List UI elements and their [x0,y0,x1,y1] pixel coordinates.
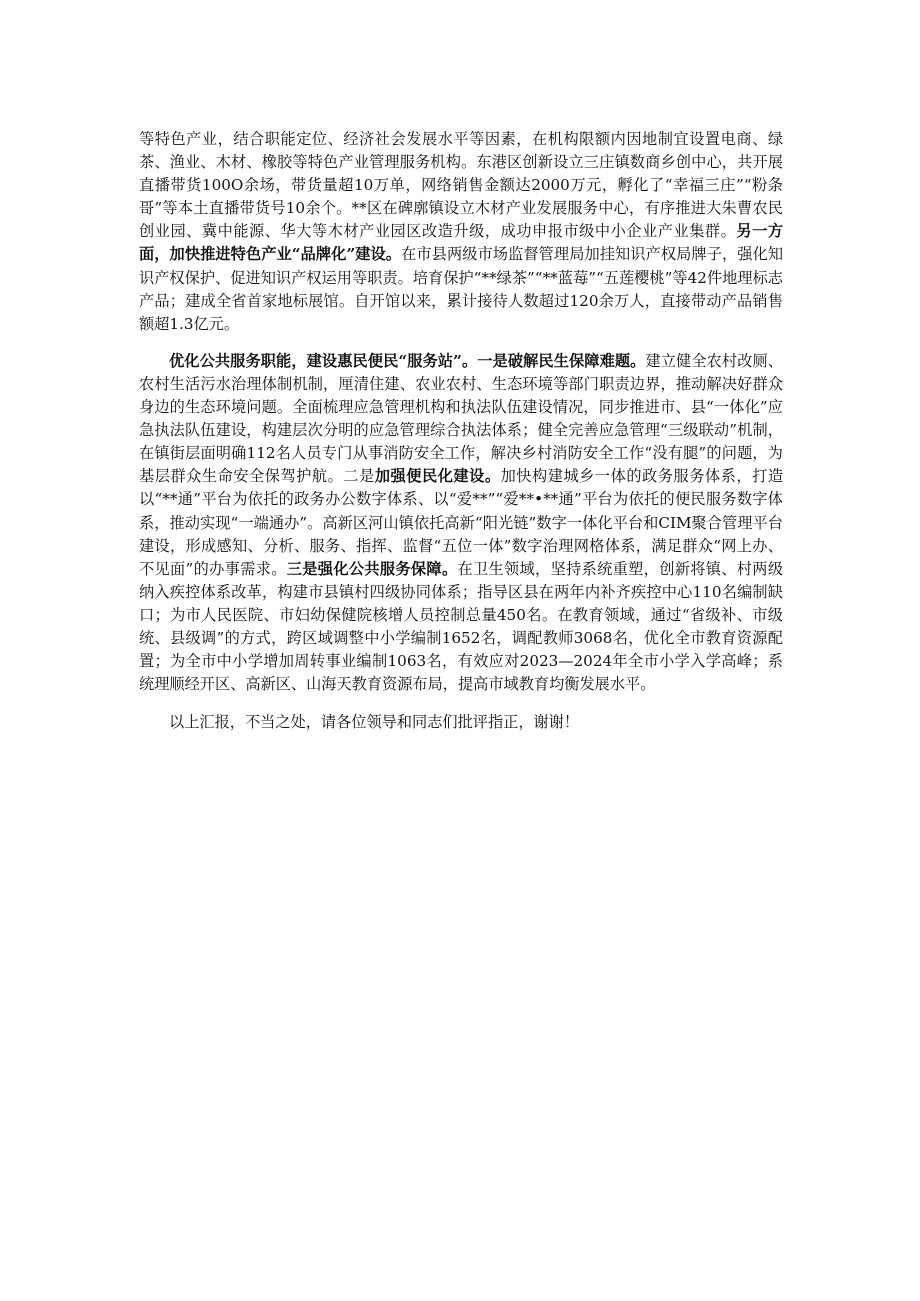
paragraph-specialty-industry [139,128,783,336]
document-body [139,128,783,734]
text-run: 加快构建城乡一体的政务服务体系，打造以“**通”平台为依托的政务办公数字体系、以“爱**”“爱**•**通”平台为依托的便民服务数字体系，推动实现“一端通办”。高新区河山镇依托高新“阳光链”数字一体化平台和CIM聚合管理平台建设，形成感知、分析、服务、指挥、监督“五位一体”数字治理网格体系，满足群众“网上办、不见面”的办事需求。 [139,467,784,578]
bold-heading-convenience: 加强便民化建设。 [374,467,501,486]
bold-heading-public-service: 优化公共服务职能，建设惠民便民“服务站”。一是破解民生保障难题。 [169,351,646,370]
text-run: 在卫生领域，坚持系统重塑，创新将镇、村两级纳入疾控体系改革，构建市县镇村四级协同体系；指导区县在两年内补齐疾控中心110名编制缺口；为市人民医院、市妇幼保健院核增人员控制总量450名。在教育领域，通过“省级补、市级统、县级调”的方式，跨区域调整中小学编制1652名，调配教师3068名，优化全市教育资源配置；为全市中小学增加周转事业编制1063名，有效应对2023—2024年全市小学入学高峰；系统理顺经开区、高新区、山海天教育资源布局，提高市域教育均衡发展水平。 [139,559,784,694]
paragraph-closing [139,711,783,734]
text-run: 在市县两级市场监督管理局加挂知识产权局牌子，强化知识产权保护、促进知识产权运用等职责。培育保护“**绿茶”“**蓝莓”“五莲樱桃”等42件地理标志产品；建成全省首家地标展馆。自开馆以来，累计接待人数超过120余万人，直接带动产品销售额超1.3亿元。 [139,245,784,333]
paragraph-public-service [139,350,783,696]
text-run: 等特色产业，结合职能定位、经济社会发展水平等因素，在机构限额内因地制宜设置电商、绿茶、渔业、木材、橡胶等特色产业管理服务机构。东港区创新设立三庄镇数商乡创中心，共开展直播带货100O余场，带货量超10万单，网络销售金额达2000万元，孵化了“幸福三庄”“粉条哥”等本土直播带货号10余个。**区在碑廓镇设立木材产业发展服务中心，有序推进大朱曹农民创业园、冀中能源、华大等木材产业园区改造升级，成功申报市级中小企业产业集群。 [139,130,783,241]
bold-heading-branding: 另一方面，加快推进特色产业“品牌化”建设。 [139,222,784,264]
bold-heading-service-guarantee: 三是强化公共服务保障。 [286,559,458,578]
closing-remark: 以上汇报，不当之处，请各位领导和同志们批评指正，谢谢！ [169,713,580,732]
text-run: 建立健全农村改厕、农村生活污水治理体制机制，厘清住建、农业农村、生态环境等部门职责边界，推动解决好群众身边的生态环境问题。全面梳理应急管理机构和执法队伍建设情况，同步推进市、县“一体化”应急执法队伍建设，构建层次分明的应急管理综合执法体系；健全完善应急管理“三级联动”机制，在镇街层面明确112名人员专门从事消防安全工作，解决乡村消防安全工作“没有腿”的问题，为基层群众生命安全保驾护航。二是 [139,351,783,486]
